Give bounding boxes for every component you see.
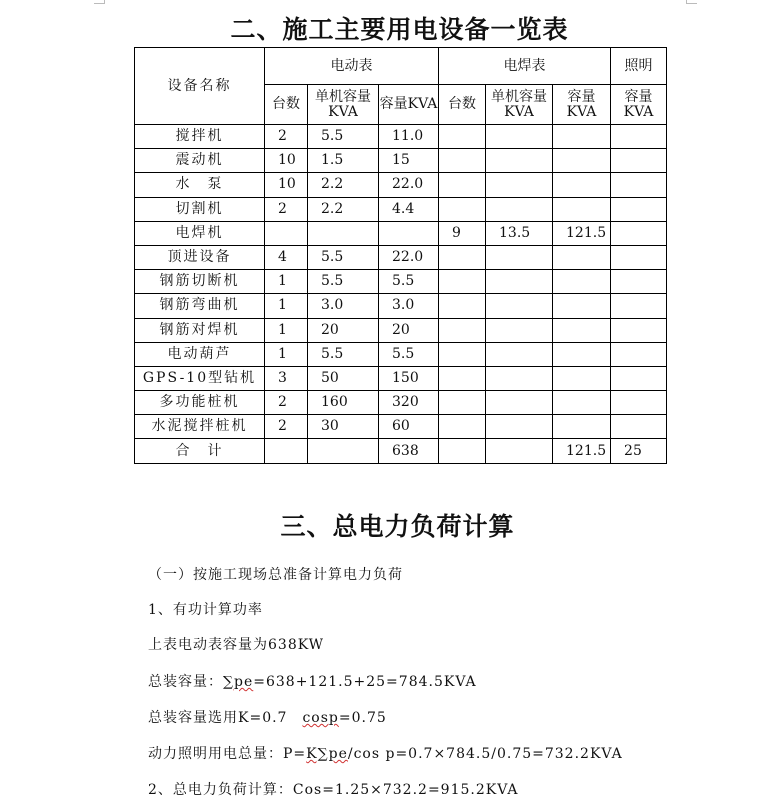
- value-cell: 5.5: [308, 245, 379, 269]
- equipment-name-cell: 切割机: [135, 197, 265, 221]
- equipment-name-cell: GPS-10型钻机: [135, 366, 265, 390]
- value-cell: 22.0: [379, 173, 439, 197]
- paragraph-total-capacity: [148, 671, 477, 691]
- value-cell: [486, 125, 553, 149]
- value-cell: [439, 366, 486, 390]
- value-cell: 5.5: [379, 270, 439, 294]
- text-segment: /cos p=0.7×784.5/0.75=732.2KVA: [347, 746, 623, 762]
- value-cell: [611, 270, 667, 294]
- value-cell: [439, 245, 486, 269]
- value-cell: 1: [265, 294, 308, 318]
- value-cell: [611, 221, 667, 245]
- table-row: [135, 391, 667, 415]
- table-row: [135, 149, 667, 173]
- value-cell: 50: [308, 366, 379, 390]
- equipment-name-cell: 搅拌机: [135, 125, 265, 149]
- value-cell: [486, 270, 553, 294]
- header-group-welder: 电焊表: [439, 48, 611, 85]
- value-cell: [611, 318, 667, 342]
- value-cell: 10: [265, 173, 308, 197]
- value-cell: 121.5: [553, 221, 611, 245]
- equipment-name-cell: 电焊机: [135, 221, 265, 245]
- value-cell: [486, 173, 553, 197]
- table-row: [135, 125, 667, 149]
- equipment-name-cell: 电动葫芦: [135, 342, 265, 366]
- text-segment: =638+121.5+25=784.5KVA: [253, 674, 477, 690]
- value-cell: [611, 342, 667, 366]
- value-cell: [486, 415, 553, 439]
- value-cell: [439, 149, 486, 173]
- sub-header-cell: 单机容量KVA: [308, 85, 379, 125]
- value-cell: [439, 270, 486, 294]
- table-row: [135, 173, 667, 197]
- equipment-name-cell: 水泥搅拌桩机: [135, 415, 265, 439]
- value-cell: 2.2: [308, 173, 379, 197]
- spellcheck-underlined-text: ∑pe: [223, 674, 254, 690]
- value-cell: 3: [265, 366, 308, 390]
- value-cell: [486, 342, 553, 366]
- table-row: [135, 342, 667, 366]
- value-cell: [486, 294, 553, 318]
- header-group-motor: 电动表: [265, 48, 439, 85]
- value-cell: [553, 415, 611, 439]
- value-cell: 4: [265, 245, 308, 269]
- page-corner-mark-right: [686, 0, 697, 4]
- sub-header-cell: 台数: [439, 85, 486, 125]
- value-cell: 2: [265, 391, 308, 415]
- spellcheck-underlined-text: K∑pe: [306, 746, 348, 762]
- text-segment: 总装容量：: [148, 674, 223, 690]
- value-cell: [439, 391, 486, 415]
- value-cell: 13.5: [486, 221, 553, 245]
- value-cell: [553, 125, 611, 149]
- value-cell: 1: [265, 270, 308, 294]
- sub-header-cell: 容量KVA: [379, 85, 439, 125]
- table-row: [135, 270, 667, 294]
- value-cell: 4.4: [379, 197, 439, 221]
- value-cell: [439, 318, 486, 342]
- value-cell: [308, 439, 379, 463]
- value-cell: [439, 125, 486, 149]
- value-cell: 10: [265, 149, 308, 173]
- equipment-name-cell: 水 泵: [135, 173, 265, 197]
- value-cell: [553, 197, 611, 221]
- table-row: [135, 415, 667, 439]
- value-cell: 20: [379, 318, 439, 342]
- table-row: [135, 439, 667, 463]
- sub-header-cell: 容量KVA: [611, 85, 667, 125]
- value-cell: 1: [265, 342, 308, 366]
- text-segment: 动力照明用电总量：P=: [148, 746, 307, 762]
- equipment-table: [134, 47, 667, 464]
- value-cell: [553, 149, 611, 173]
- value-cell: [553, 294, 611, 318]
- equipment-name-cell: 多功能桩机: [135, 391, 265, 415]
- value-cell: [553, 391, 611, 415]
- value-cell: 5.5: [308, 125, 379, 149]
- value-cell: [553, 270, 611, 294]
- value-cell: [439, 342, 486, 366]
- table-row: [135, 221, 667, 245]
- value-cell: 20: [308, 318, 379, 342]
- value-cell: [611, 173, 667, 197]
- value-cell: [486, 391, 553, 415]
- value-cell: [486, 245, 553, 269]
- value-cell: 3.0: [308, 294, 379, 318]
- value-cell: [486, 149, 553, 173]
- value-cell: [439, 415, 486, 439]
- value-cell: 25: [611, 439, 667, 463]
- value-cell: [553, 245, 611, 269]
- value-cell: [486, 439, 553, 463]
- value-cell: [611, 294, 667, 318]
- equipment-name-cell: 合 计: [135, 439, 265, 463]
- section-title-equipment: 二、施工主要用电设备一览表: [230, 15, 569, 44]
- value-cell: 30: [308, 415, 379, 439]
- value-cell: [439, 197, 486, 221]
- value-cell: 160: [308, 391, 379, 415]
- table-row: [135, 245, 667, 269]
- value-cell: 5.5: [379, 342, 439, 366]
- value-cell: 22.0: [379, 245, 439, 269]
- equipment-name-cell: 震动机: [135, 149, 265, 173]
- equipment-name-cell: 钢筋对焊机: [135, 318, 265, 342]
- value-cell: 3.0: [379, 294, 439, 318]
- value-cell: 5.5: [308, 342, 379, 366]
- value-cell: [486, 318, 553, 342]
- table-row: [135, 197, 667, 221]
- header-equipment-name: 设备名称: [135, 48, 265, 125]
- value-cell: [486, 197, 553, 221]
- value-cell: 9: [439, 221, 486, 245]
- value-cell: [553, 366, 611, 390]
- value-cell: 1.5: [308, 149, 379, 173]
- value-cell: 2: [265, 197, 308, 221]
- paragraph-active-power: 1、有功计算功率: [148, 602, 263, 618]
- value-cell: 5.5: [308, 270, 379, 294]
- value-cell: [439, 294, 486, 318]
- value-cell: 2.2: [308, 197, 379, 221]
- section-title-load-calc: 三、总电力负荷计算: [280, 512, 515, 541]
- value-cell: [553, 342, 611, 366]
- value-cell: [553, 318, 611, 342]
- page-corner-mark-left: [94, 0, 105, 4]
- table-row: [135, 294, 667, 318]
- value-cell: 2: [265, 415, 308, 439]
- value-cell: [439, 439, 486, 463]
- equipment-name-cell: 顶进设备: [135, 245, 265, 269]
- value-cell: 2: [265, 125, 308, 149]
- text-segment: =0.75: [338, 710, 387, 726]
- sub-header-cell: 台数: [265, 85, 308, 125]
- value-cell: [486, 366, 553, 390]
- value-cell: 1: [265, 318, 308, 342]
- table-row: [135, 366, 667, 390]
- value-cell: [611, 197, 667, 221]
- value-cell: [379, 221, 439, 245]
- equipment-name-cell: 钢筋弯曲机: [135, 294, 265, 318]
- paragraph-total-load: 2、总电力负荷计算：Cos=1.25×732.2=915.2KVA: [148, 782, 519, 798]
- value-cell: [611, 391, 667, 415]
- equipment-name-cell: 钢筋切断机: [135, 270, 265, 294]
- value-cell: 15: [379, 149, 439, 173]
- value-cell: [265, 439, 308, 463]
- value-cell: [611, 366, 667, 390]
- value-cell: 638: [379, 439, 439, 463]
- paragraph-motor-capacity: 上表电动表容量为638KW: [148, 637, 325, 653]
- value-cell: 60: [379, 415, 439, 439]
- table-row: [135, 318, 667, 342]
- value-cell: 320: [379, 391, 439, 415]
- value-cell: [308, 221, 379, 245]
- value-cell: [611, 149, 667, 173]
- header-group-lighting: 照明: [611, 48, 667, 85]
- value-cell: 121.5: [553, 439, 611, 463]
- spellcheck-underlined-text: cosp: [302, 710, 339, 726]
- paragraph-power-total: [148, 743, 623, 763]
- value-cell: 11.0: [379, 125, 439, 149]
- value-cell: [611, 245, 667, 269]
- value-cell: 150: [379, 366, 439, 390]
- value-cell: [265, 221, 308, 245]
- value-cell: [439, 173, 486, 197]
- paragraph-method: （一）按施工现场总准备计算电力负荷: [148, 567, 403, 583]
- sub-header-cell: 单机容量KVA: [486, 85, 553, 125]
- text-segment: 总装容量选用K=0.7: [148, 710, 303, 726]
- sub-header-cell: 容量KVA: [553, 85, 611, 125]
- value-cell: [611, 125, 667, 149]
- value-cell: [553, 173, 611, 197]
- value-cell: [611, 415, 667, 439]
- paragraph-coefficient: [148, 707, 387, 727]
